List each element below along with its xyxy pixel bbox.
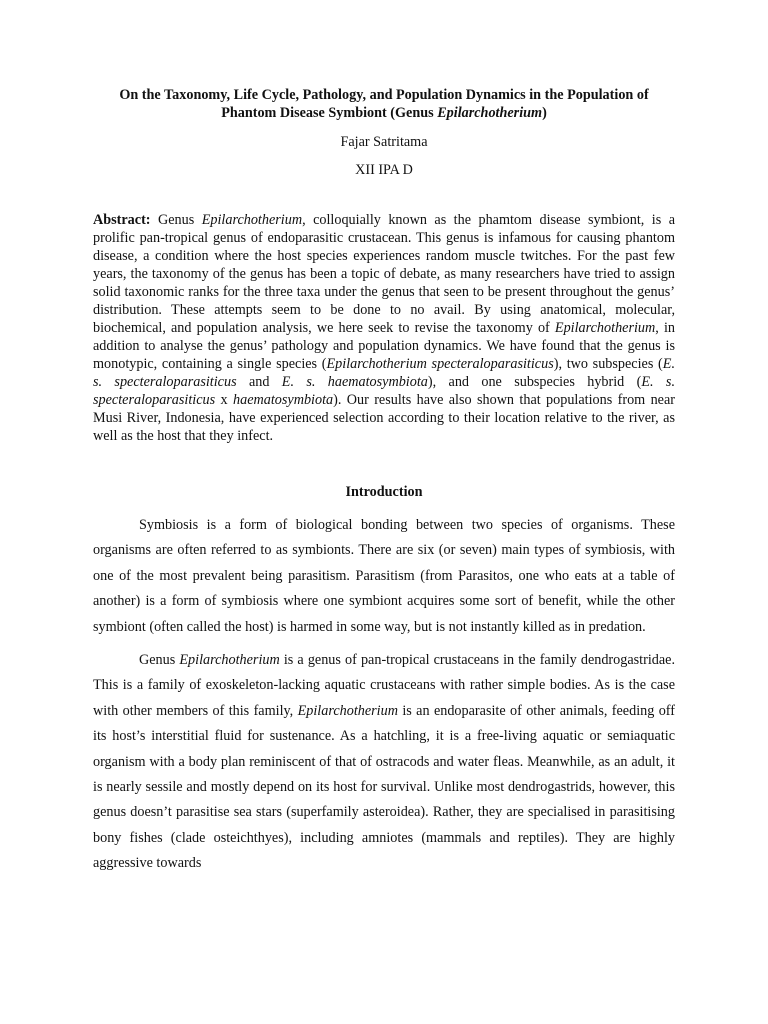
- abstract-text: Genus: [150, 212, 202, 228]
- abstract-label: Abstract:: [93, 212, 151, 228]
- paragraph-italic: Epilarchotherium: [179, 652, 280, 669]
- paper-page: [93, 86, 675, 877]
- paragraph-text: is an endoparasite of other animals, feeding off its host’s interstitial fluid for sustenance. As a hatchling, it is a free-living aquatic or semiaquatic organism with a body plan reminiscent of that of ostracods and water fleas. Meanwhile, as an adult, it is nearly sessile and mostly depend on its host for survival. Unlike most dendrogastrids, however, this genus doesn’t parasitise sea stars (superfamily asteroidea). Rather, they are specialised in parasitising bony fishes (clade osteichthyes), including amniotes (mammals and reptiles). They are highly aggressive towards: [93, 702, 675, 872]
- paper-title: [93, 86, 675, 122]
- paragraph-italic: Epilarchotherium: [297, 702, 398, 719]
- title-line-1: On the Taxonomy, Life Cycle, Pathology, and Population Dynamics in the Population of: [119, 87, 649, 103]
- paragraph-text: is a genus of pan-tropical crustaceans in the family dendrogastridae. This is a family of exoskeleton-lacking aquatic crustaceans with rather simple bodies. As is the case with other members of this family,: [93, 652, 675, 719]
- title-line-2: [93, 104, 675, 122]
- abstract-text: , colloquially known as the phamtom disease symbiont, is a prolific pan-tropical genus of endoparasitic crustacean. This genus is infamous for causing phantom disease, a condition where the host species experiences random muscle twitches. For the past few years, the taxonomy of the genus has been a topic of debate, as many researchers have tried to assign solid taxonomic ranks for the three taxa under the genus that seen to be present throughout the genus’ distribution. These attempts seem to be done to no avail. By using anatomical, molecular, biochemical, and population analysis, we here seek to revise the taxonomy of: [93, 212, 675, 336]
- abstract: [93, 211, 675, 445]
- abstract-italic: E. s. haematosymbiota: [281, 374, 428, 390]
- abstract-text: , in addition to analyse the genus’ pathology and population dynamics. We have found that the genus is monotypic, containing a single species (: [93, 320, 675, 372]
- introduction-paragraph-1: Symbiosis is a form of biological bonding between two species of organisms. These organisms are often referred to as symbionts. There are six (or seven) main types of symbiosis, with one of the most prevalent being parasitism. Parasitism (from Parasitos, one who eats at a table of another) is a form of symbiosis where one symbiont acquires some sort of benefit, while the other symbiont (often called the host) is harmed in some way, but is not instantly killed as in predation.: [93, 517, 675, 635]
- abstract-italic: E. s. specteraloparasiticus: [93, 356, 675, 390]
- introduction-paragraph-2: [93, 648, 675, 877]
- abstract-text: x: [215, 392, 234, 408]
- paragraph-text: Genus: [139, 652, 180, 669]
- abstract-italic: Epilarchotherium: [554, 320, 656, 336]
- abstract-text: and: [236, 374, 282, 390]
- abstract-text: ), and one subspecies hybrid (: [427, 374, 642, 390]
- abstract-italic: E. s. specteraloparasiticus: [93, 374, 675, 408]
- abstract-italic: Epilarchotherium specteraloparasiticus: [326, 356, 554, 372]
- author-class: XII IPA D: [355, 162, 413, 178]
- abstract-text: ). Our results have also shown that populations from near Musi River, Indonesia, have experienced selection according to their location relative to the river, as well as the host that they infect.: [93, 392, 675, 444]
- abstract-text: ), two subspecies (: [553, 356, 663, 372]
- abstract-italic: Epilarchotherium: [201, 212, 303, 228]
- title-line-2-suffix: ): [542, 105, 547, 121]
- title-genus-name: Epilarchotherium: [437, 105, 543, 121]
- introduction-heading: Introduction: [345, 484, 423, 500]
- abstract-italic: haematosymbiota: [233, 392, 334, 408]
- author-name: Fajar Satritama: [340, 134, 428, 150]
- title-line-2-prefix: Phantom Disease Symbiont (Genus: [221, 105, 438, 121]
